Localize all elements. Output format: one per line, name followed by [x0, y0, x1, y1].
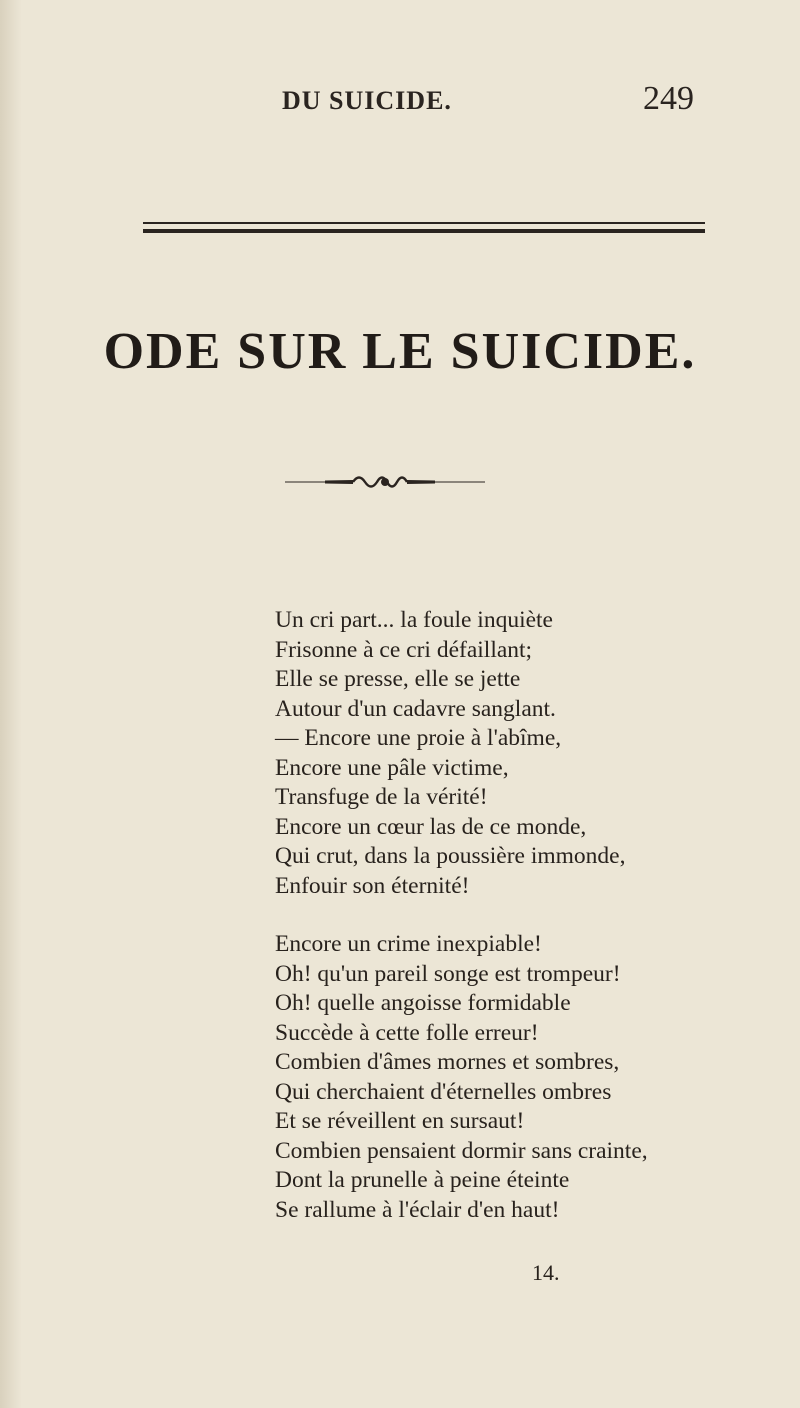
verse-line: Se rallume à l'éclair d'en haut!: [275, 1196, 560, 1223]
verse-line: Encore un cœur las de ce monde,: [275, 813, 587, 840]
stanza-2: [275, 930, 648, 1225]
verse-line: Encore un crime inexpiable!: [275, 931, 542, 957]
running-title: DU SUICIDE.: [282, 86, 452, 115]
page-number: 249: [643, 80, 694, 117]
verse-line: Oh! quelle angoisse formidable: [275, 990, 571, 1016]
signature-mark: 14.: [532, 1260, 560, 1285]
verse-line: Transfuge de la vérité!: [275, 784, 488, 810]
verse-line: Autour d'un cadavre sanglant.: [275, 695, 556, 722]
header-rule-thin: [143, 222, 705, 224]
stanza-1: [275, 606, 625, 901]
verse-line: Dont la prunelle à peine éteinte: [275, 1167, 570, 1193]
verse-line: Enfouir son éternité!: [275, 872, 470, 899]
poem-title: ODE SUR LE SUICIDE.: [103, 323, 697, 380]
verse-line: Qui crut, dans la poussière immonde,: [275, 843, 626, 869]
verse-line: Oh! qu'un pareil songe est trompeur!: [275, 960, 621, 987]
verse-line: Frisonne à ce cri défaillant;: [275, 636, 533, 663]
verse-line: Qui cherchaient d'éternelles ombres: [275, 1078, 612, 1105]
page-edge-shade: [0, 0, 22, 1408]
verse-line: Un cri part... la foule inquiète: [275, 607, 553, 633]
verse-line: Encore une pâle victime,: [275, 754, 509, 781]
ornament-divider-icon: [285, 470, 485, 494]
verse-line: Elle se presse, elle se jette: [275, 666, 521, 692]
header-rule-thick: [143, 229, 705, 233]
verse-line: — Encore une proie à l'abîme,: [275, 725, 562, 751]
verse-line: Combien pensaient dormir sans crainte,: [275, 1137, 648, 1164]
verse-line: Succède à cette folle erreur!: [275, 1019, 539, 1046]
verse-line: Combien d'âmes mornes et sombres,: [275, 1049, 620, 1075]
verse-line: Et se réveillent en sursaut!: [275, 1108, 525, 1134]
